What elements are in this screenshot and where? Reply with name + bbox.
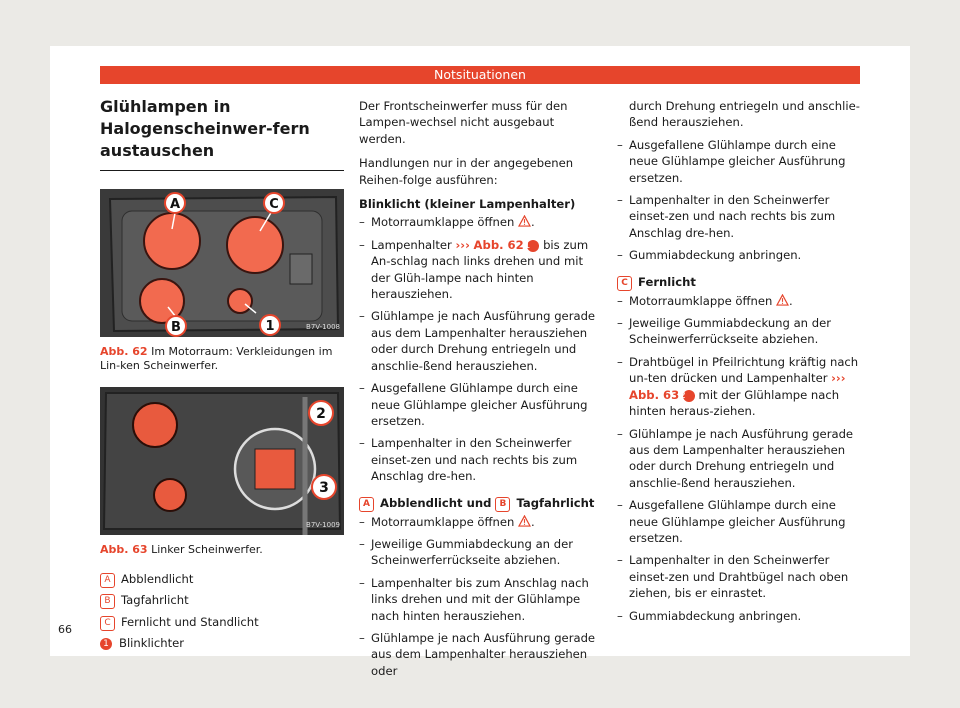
figure-code: B7V-1009 — [306, 520, 340, 529]
list-text: mit der Glühlampe nach hinten heraus-ziehen. — [629, 387, 840, 419]
figure-label: Abb. 62 — [100, 345, 148, 358]
callout-c-label: C — [269, 197, 279, 212]
list-text: Drahtbügel in Pfeilrichtung kräftig nach un-ten drücken und Lampenhalter — [629, 354, 859, 386]
figure-link[interactable]: Abb. 63 — [629, 387, 680, 402]
legend-item — [100, 592, 344, 609]
figure-63-caption — [100, 543, 344, 557]
figure-legend — [100, 571, 344, 652]
legend-key: B — [100, 594, 115, 609]
marker-b: B — [495, 497, 510, 512]
warning-icon — [776, 294, 789, 306]
callout-1-label: 1 — [265, 319, 275, 334]
list-text: bis zum An-schlag nach links drehen und mit der Glüh-lampe nach hinten herausziehen. — [371, 237, 589, 302]
list-item: – Lampenhalter in den Scheinwerfer einset-zen und nach rechts bis zum Anschlag dre-hen. — [617, 192, 861, 241]
intro-paragraph: Der Frontscheinwerfer muss für den Lampen-wechsel nicht ausgebaut werden. — [359, 99, 568, 146]
list-item: – Lampenhalter in den Scheinwerfer einset-zen und nach rechts bis zum Anschlag dre-hen. — [359, 435, 603, 484]
reference-arrow: ››› — [831, 371, 846, 386]
headlight-cover-illustration — [100, 189, 344, 337]
warning-icon — [518, 515, 531, 527]
subheading-text: Tagfahrlicht — [516, 495, 595, 510]
list-text: Lampenhalter — [371, 237, 452, 252]
caption-text: Linker Scheinwerfer. — [151, 543, 263, 556]
legend-key: C — [100, 616, 115, 631]
caption-text: Im Motorraum: Verkleidungen im Lin-ken Scheinwerfer. — [100, 345, 333, 372]
list-item: – Glühlampe je nach Ausführung gerade aus dem Lampenhalter herausziehen oder — [359, 630, 603, 679]
list-item: – Ausgefallene Glühlampe durch eine neue Glühlampe gleicher Ausführung ersetzen. — [617, 497, 861, 546]
legend-key: 1 — [100, 638, 112, 650]
legend-text: Tagfahrlicht — [121, 593, 189, 608]
figure-label: Abb. 63 — [100, 543, 148, 556]
reference-arrow: ››› — [455, 237, 470, 252]
subheading-text: Abblendlicht und — [380, 495, 492, 510]
headlight-detail-illustration — [100, 387, 344, 535]
list-item: – Motorraumklappe öffnen . — [359, 514, 603, 530]
legend-key: A — [100, 573, 115, 588]
list-item: – Ausgefallene Glühlampe durch eine neue Glühlampe gleicher Ausführung ersetzen. — [617, 137, 861, 186]
subheading-fernlicht — [617, 274, 861, 291]
page-number: 66 — [58, 623, 72, 636]
column-1 — [100, 96, 344, 656]
callout-marker: 1 — [527, 240, 539, 252]
callout-a-label: A — [169, 197, 181, 212]
list-item: – Glühlampe je nach Ausführung gerade aus dem Lampenhalter herausziehen oder durch Drehung entriegeln und anschlie-ßend herausziehen. — [617, 426, 861, 492]
subheading-abblendlicht — [359, 495, 603, 512]
column-2 — [359, 98, 603, 685]
figure-62-image — [100, 189, 344, 337]
intro-paragraph: Handlungen nur in der angegebenen Reihen-folge ausführen: — [359, 156, 574, 187]
figure-63-image — [100, 387, 344, 535]
list-text: Motorraumklappe öffnen — [629, 293, 773, 308]
list-item: – Motorraumklappe öffnen . — [359, 214, 603, 230]
legend-text: Abblendlicht — [121, 572, 194, 586]
callout-2-label: 2 — [316, 406, 326, 422]
legend-text: Fernlicht und Standlicht — [121, 614, 259, 629]
list-item: – Gummiabdeckung anbringen. — [617, 608, 861, 624]
list-item: – Lampenhalter in den Scheinwerfer einset-zen und Drahtbügel nach oben ziehen, bis er einrastet. — [617, 552, 861, 601]
subheading-text: Fernlicht — [638, 274, 696, 289]
legend-text: Blinklichter — [119, 636, 185, 651]
warning-icon — [518, 215, 531, 227]
legend-item — [100, 571, 344, 588]
list-item: – Lampenhalter bis zum Anschlag nach links drehen und mit der Glühlampe nach hinten herausziehen. — [359, 575, 603, 624]
list-item — [617, 354, 861, 420]
callout-marker: 2 — [683, 390, 695, 402]
list-item: – Motorraumklappe öffnen . — [617, 293, 861, 309]
figure-link[interactable]: Abb. 62 — [473, 237, 524, 252]
list-item: – Jeweilige Gummiabdeckung an der Scheinwerferrückseite abziehen. — [359, 536, 603, 569]
list-item — [359, 237, 603, 303]
list-item: – Ausgefallene Glühlampe durch eine neue Glühlampe gleicher Ausführung ersetzen. — [359, 380, 603, 429]
list-text: Motorraumklappe öffnen — [371, 514, 515, 529]
section-header: Notsituationen — [100, 66, 860, 84]
list-item: – Jeweilige Gummiabdeckung an der Scheinwerferrückseite abziehen. — [617, 315, 861, 348]
callout-b-label: B — [171, 320, 181, 335]
figure-code: B7V-1008 — [306, 322, 340, 331]
marker-a: A — [359, 497, 374, 512]
section-heading: Glühlampen in Halogenscheinwer-fern austauschen — [100, 96, 344, 171]
list-text: Motorraumklappe öffnen — [371, 215, 515, 230]
legend-item — [100, 614, 344, 631]
subheading-blinklicht: Blinklicht (kleiner Lampenhalter) — [359, 197, 576, 212]
callout-3-label: 3 — [319, 480, 329, 496]
list-item: – Glühlampe je nach Ausführung gerade aus dem Lampenhalter herausziehen oder durch Drehung entriegeln und anschlie-ßend herausziehen. — [359, 308, 603, 374]
figure-62-caption — [100, 345, 344, 373]
list-item: – Gummiabdeckung anbringen. — [617, 247, 861, 263]
list-item-continuation: durch Drehung entriegeln und anschlie-ßend herausziehen. — [629, 99, 860, 130]
marker-c: C — [617, 276, 632, 291]
column-3 — [617, 98, 861, 630]
legend-item — [100, 635, 344, 651]
